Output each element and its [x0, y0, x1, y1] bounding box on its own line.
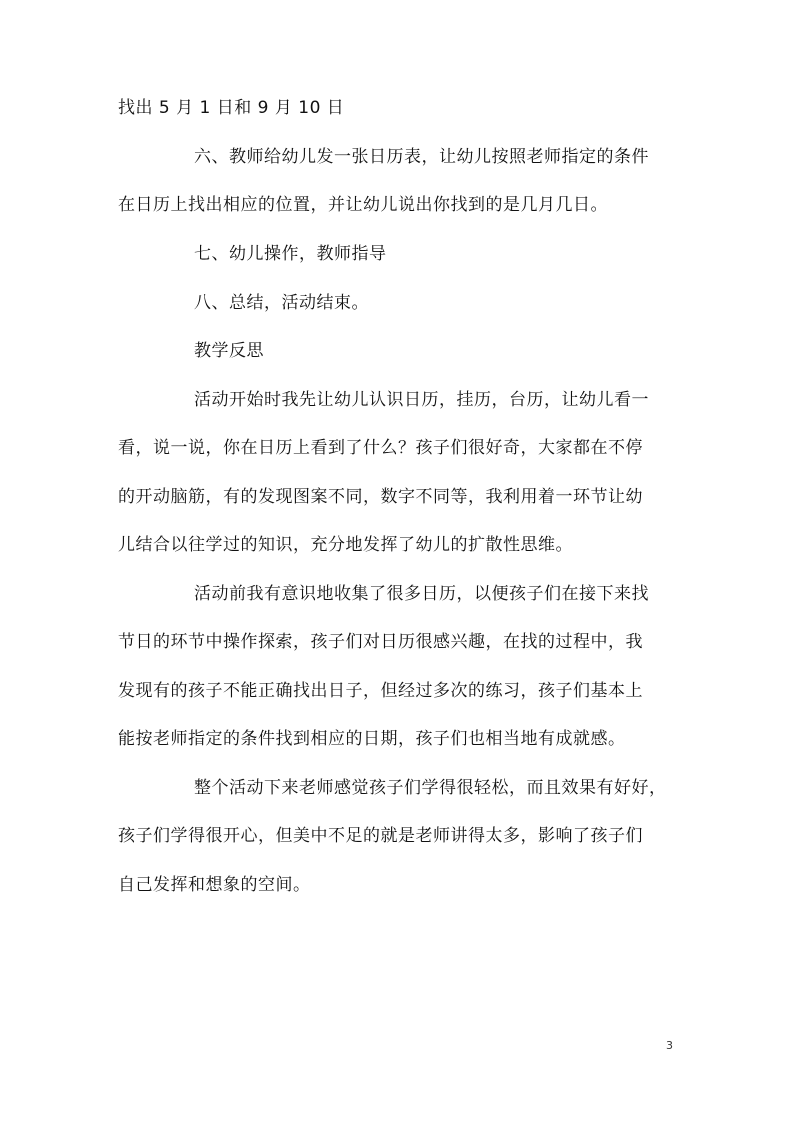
text-line: 七、幼儿操作，教师指导	[194, 244, 387, 264]
text-line: 节日的环节中操作探索，孩子们对日历很感兴趣，在找的过程中，我	[118, 632, 643, 652]
text-line: 在日历上找出相应的位置，并让幼儿说出你找到的是几月几日。	[118, 195, 608, 215]
text-line: 的开动脑筋，有的发现图案不同，数字不同等，我利用着一环节让幼	[118, 487, 643, 507]
text-line: 发现有的孩子不能正确找出日子，但经过多次的练习，孩子们基本上	[118, 681, 643, 701]
text-line: 孩子们学得很开心，但美中不足的就是老师讲得太多，影响了孩子们	[118, 826, 643, 846]
text-line: 能按老师指定的条件找到相应的日期，孩子们也相当地有成就感。	[118, 729, 626, 749]
text-line: 六、教师给幼儿发一张日历表，让幼儿按照老师指定的条件	[194, 147, 649, 167]
text-line: 找出 5 月 1 日和 9 月 10 日	[118, 98, 345, 118]
text-line: 活动开始时我先让幼儿认识日历，挂历，台历，让幼儿看一	[194, 390, 649, 410]
text-line: 八、总结，活动结束。	[194, 293, 369, 313]
text-line: 儿结合以往学过的知识，充分地发挥了幼儿的扩散性思维。	[118, 535, 573, 555]
page-number: 3	[666, 1039, 673, 1052]
text-line: 自己发挥和想象的空间。	[118, 875, 311, 895]
text-line: 整个活动下来老师感觉孩子们学得很轻松，而且效果有好好，	[194, 778, 667, 798]
text-line: 活动前我有意识地收集了很多日历，以便孩子们在接下来找	[194, 584, 649, 604]
section-heading: 教学反思	[194, 341, 264, 361]
text-line: 看，说一说，你在日历上看到了什么？孩子们很好奇，大家都在不停	[118, 438, 643, 458]
